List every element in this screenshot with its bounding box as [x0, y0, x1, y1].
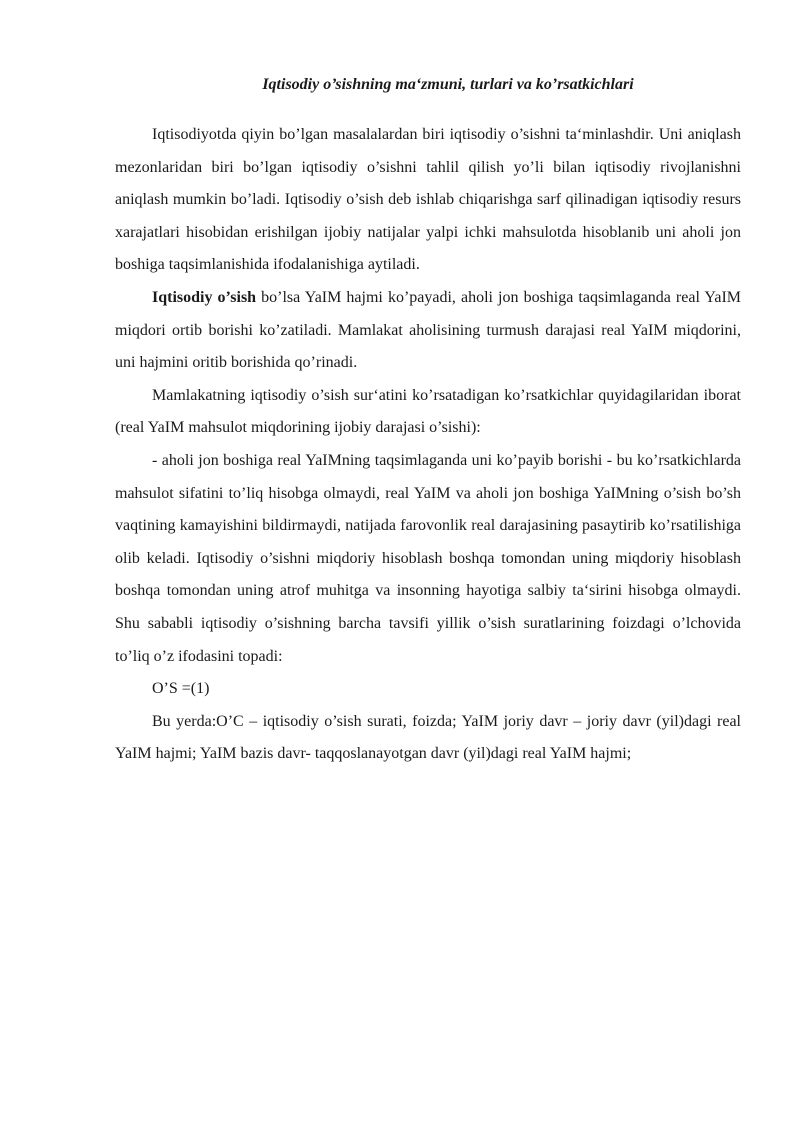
paragraph-intro: Iqtisodiyotda qiyin bo’lgan masalalardan biri iqtisodiy o’sishni ta‘minlashdir. Uni aniqlash mezonlaridan biri bo’lgan iqtisodiy o’sishni tahlil qilish yo’li bilan iqtisodiy rivojlanishni aniqlash mumkin bo’ladi. Iqtisodiy o’sish deb ishlab chiqarishga sarf qilinadigan iqtisodiy resurs xarajatlari hisobidan erishilgan ijobiy natijalar yalpi ichki mahsulotda hisoblanib uni aholi jon boshiga taqsimlanishida ifodalanishiga aytiladi. — [115, 126, 741, 274]
page-title: Iqtisodiy o’sishning ma‘zmuni, turlari va ko’rsatkichlari — [262, 76, 634, 93]
formula-line: O’S =(1) — [152, 680, 210, 698]
paragraph-list-item: - aholi jon boshiga real YaIMning taqsimlaganda uni ko’payib borishi - bu ko’rsatkichlarda mahsulot sifatini to’liq hisobga olmaydi, real YaIM va aholi jon boshiga YaIMning o’sish bo’sh vaqtining kamayishini bildirmaydi, natijada farovonlik real darajasining pasaytirib ko’rsatilishiga olib keladi. Iqtisodiy o’sishni miqdoriy hisoblash boshqa tomondan uning miqdoriy hisoblash boshqa tomondan uning atrof muhitga va insonning hayotiga salbiy ta‘sirini hisobga olmaydi. Shu sababli iqtisodiy o’sishning barcha tavsifi yillik o’sish suratlarining foizdagi o’lchovida to’liq o’z ifodasini topadi: — [115, 451, 741, 665]
paragraph-definition — [115, 282, 741, 380]
paragraph-definition-text: bo’lsa YaIM hajmi ko’payadi, aholi jon boshiga taqsimlaganda real YaIM miqdori ortib borishi ko’zatiladi. Mamlakat aholisining turmush darajasi real YaIM miqdorini, uni hajmini oritib borishida qo’rinadi. — [115, 288, 741, 372]
paragraph-formula-legend: Bu yerda:O’C – iqtisodiy o’sish surati, foizda; YaIM joriy davr – joriy davr (yil)dagi real YaIM hajmi; YaIM bazis davr- taqqoslanayotgan davr (yil)dagi real YaIM hajmi; — [115, 712, 741, 763]
paragraph-indicators: Mamlakatning iqtisodiy o’sish sur‘atini ko’rsatadigan ko’rsatkichlar quyidagilaridan iborat (real YaIM mahsulot miqdorining ijobiy darajasi o’sishi): — [115, 386, 741, 437]
document-body — [115, 119, 741, 771]
bold-term: Iqtisodiy o’sish — [152, 288, 257, 306]
